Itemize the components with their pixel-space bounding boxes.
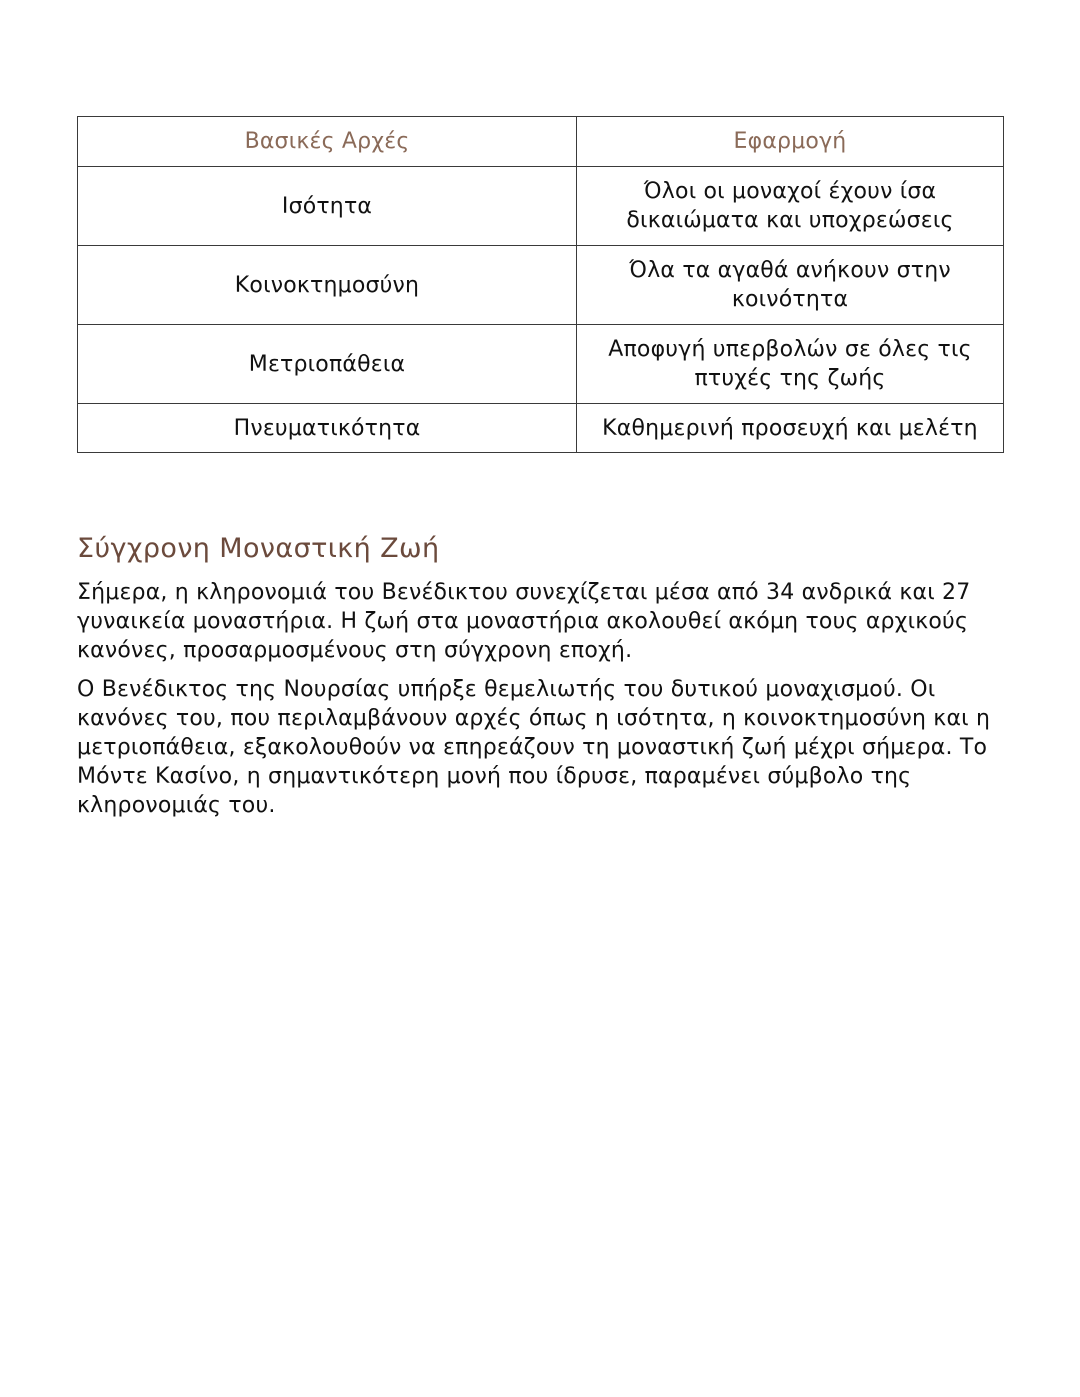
table-row xyxy=(78,325,1004,404)
table-header-row xyxy=(78,117,1004,167)
principles-table xyxy=(77,116,1004,453)
principle-cell: Κοινοκτημοσύνη xyxy=(78,246,577,325)
application-cell: Όλοι οι μοναχοί έχουν ίσα δικαιώματα και υποχρεώσεις xyxy=(577,167,1004,246)
table-row xyxy=(78,246,1004,325)
principle-cell: Πνευματικότητα xyxy=(78,404,577,453)
section-heading: Σύγχρονη Μοναστική Ζωή xyxy=(77,533,440,564)
application-cell: Όλα τα αγαθά ανήκουν στην κοινότητα xyxy=(577,246,1004,325)
table-row xyxy=(78,167,1004,246)
paragraph: Σήμερα, η κληρονομιά του Βενέδικτου συνεχίζεται μέσα από 34 ανδρικά και 27 γυναικεία μοναστήρια. Η ζωή στα μοναστήρια ακολουθεί ακόμη τους αρχικούς κανόνες, προσαρμοσμένους στη σύγχρονη εποχή. xyxy=(77,580,971,663)
principle-cell: Ισότητα xyxy=(78,167,577,246)
application-cell: Καθημερινή προσευχή και μελέτη xyxy=(577,404,1004,453)
header-application: Εφαρμογή xyxy=(577,117,1004,167)
principle-cell: Μετριοπάθεια xyxy=(78,325,577,404)
header-principles: Βασικές Αρχές xyxy=(78,117,577,167)
application-cell: Αποφυγή υπερβολών σε όλες τις πτυχές της ζωής xyxy=(577,325,1004,404)
paragraph: Ο Βενέδικτος της Νουρσίας υπήρξε θεμελιωτής του δυτικού μοναχισμού. Οι κανόνες του, που περιλαμβάνουν αρχές όπως η ισότητα, η κοινοκτημοσύνη και η μετριοπάθεια, εξακολουθούν να επηρεάζουν τη μοναστική ζωή μέχρι σήμερα. Το Μόντε Κασίνο, η σημαντικότερη μονή που ίδρυσε, παραμένει σύμβολο της κληρονομιάς του. xyxy=(77,677,991,818)
table-row xyxy=(78,404,1004,453)
